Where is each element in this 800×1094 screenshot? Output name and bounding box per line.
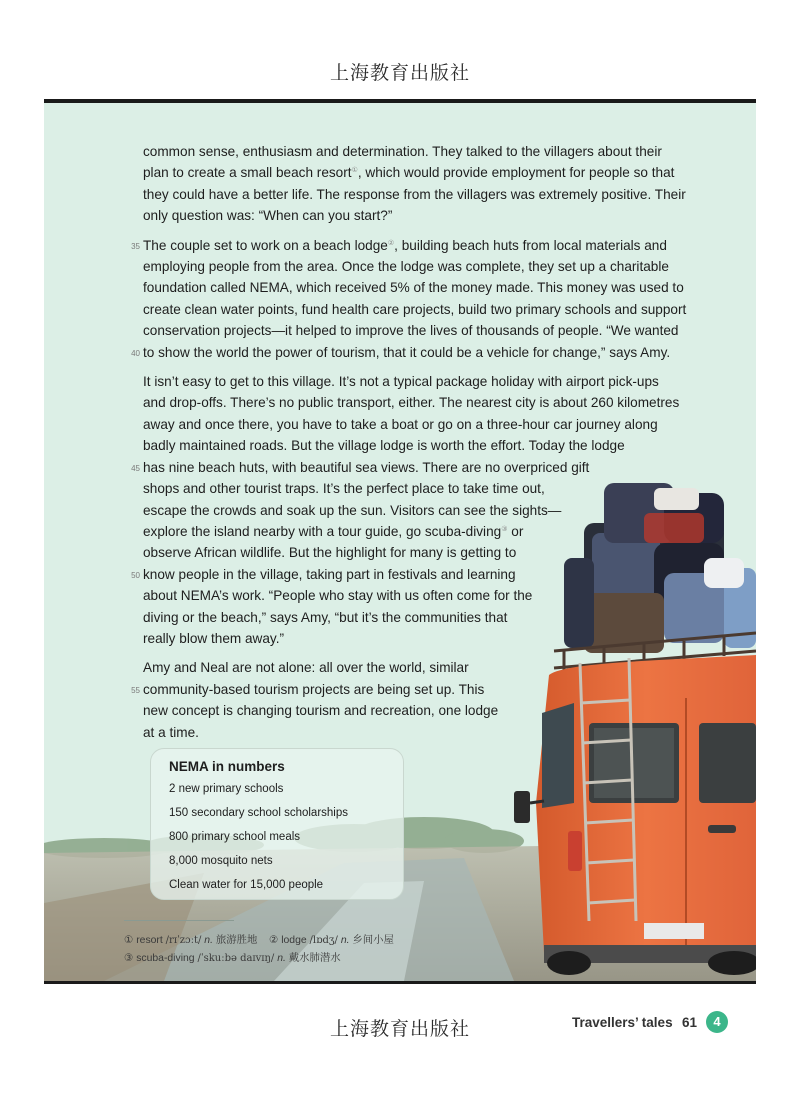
line-number: 40 bbox=[131, 348, 140, 358]
content-panel bbox=[44, 103, 756, 981]
line-text: escape the crowds and soak up the sun. Visitors can see the sights— bbox=[143, 502, 562, 518]
footnote-word: resort bbox=[136, 935, 163, 946]
nema-stat-item: 8,000 mosquito nets bbox=[169, 855, 273, 867]
text-line bbox=[143, 256, 683, 277]
text-line bbox=[143, 392, 683, 413]
article-body bbox=[131, 141, 687, 751]
article-paragraph bbox=[131, 235, 687, 363]
footnote-ipa: /ˈskuːbə daɪvɪŋ/ bbox=[197, 953, 275, 964]
line-text-continued: or bbox=[507, 523, 524, 539]
line-text: employing people from the area. Once the lodge was complete, they set up a charitable bbox=[143, 259, 669, 275]
line-text: and drop-offs. There’s no public transport, either. The nearest city is about 260 kilometres bbox=[143, 395, 680, 411]
text-line bbox=[143, 521, 683, 542]
nema-stat-item: Clean water for 15,000 people bbox=[169, 879, 324, 891]
line-text: only question was: “When can you start?” bbox=[143, 208, 393, 224]
line-text: plan to create a small beach resort bbox=[143, 165, 352, 181]
bottom-rule bbox=[44, 981, 756, 984]
line-text: diving or the beach,” says Amy, “but it’s the communities that bbox=[143, 609, 508, 625]
text-line bbox=[143, 435, 683, 456]
line-text: observe African wildlife. But the highlight for many is getting to bbox=[143, 545, 517, 561]
line-text: create clean water points, fund health care projects, build two primary schools and support bbox=[143, 301, 687, 317]
text-line bbox=[143, 162, 683, 183]
footnote-chinese: 乡间小屋 bbox=[352, 934, 394, 946]
text-line bbox=[143, 414, 683, 435]
line-text: badly maintained roads. But the village lodge is worth the effort. Today the lodge bbox=[143, 438, 625, 454]
text-line bbox=[143, 500, 683, 521]
line-text: common sense, enthusiasm and determination. They talked to the villagers about their bbox=[143, 144, 662, 159]
footnote-rule bbox=[124, 920, 234, 921]
text-line bbox=[143, 585, 683, 606]
line-text: new concept is changing tourism and recreation, one lodge bbox=[143, 703, 499, 719]
text-line bbox=[143, 299, 687, 320]
line-text: at a time. bbox=[143, 724, 199, 740]
line-text: explore the island nearby with a tour guide, go scuba-diving bbox=[143, 523, 502, 539]
nema-stat-item: 800 primary school meals bbox=[169, 831, 301, 843]
nema-stat-item: 2 new primary schools bbox=[169, 783, 284, 795]
line-text: foundation called NEMA, which received 5% of the money made. This money was used to bbox=[143, 280, 684, 296]
text-line bbox=[143, 542, 683, 563]
text-line bbox=[143, 722, 683, 743]
line-text: community-based tourism projects are being set up. This bbox=[143, 681, 485, 697]
publisher-header: 上海教育出版社 bbox=[329, 62, 470, 84]
text-line bbox=[131, 564, 683, 585]
unit-title: Travellers’ tales bbox=[572, 1015, 673, 1030]
line-text: really blow them away.” bbox=[143, 630, 285, 646]
text-line bbox=[143, 184, 686, 205]
line-text: It isn’t easy to get to this village. It’s not a typical package holiday with airport pick-ups bbox=[143, 374, 659, 390]
text-line bbox=[143, 277, 683, 298]
line-text: away and once there, you have to take a boat or go on a three-hour car journey along bbox=[143, 416, 658, 432]
footnote-pos: n. bbox=[277, 953, 286, 964]
footnote-chinese: 戴水肺潜水 bbox=[288, 952, 341, 964]
unit-badge: 4 bbox=[706, 1011, 728, 1033]
footnote-row-2 bbox=[124, 949, 341, 964]
line-text: has nine beach huts, with beautiful sea views. There are no overpriced gift bbox=[143, 459, 590, 475]
article-paragraph bbox=[131, 657, 683, 743]
text-line bbox=[143, 371, 683, 392]
footnote-pos: n. bbox=[340, 935, 350, 946]
footnote-marker: ③ bbox=[124, 953, 134, 964]
footnote-word: scuba-diving bbox=[136, 953, 195, 964]
text-line bbox=[143, 478, 683, 499]
article-paragraph bbox=[143, 141, 686, 227]
footnote-reference: ① bbox=[351, 167, 358, 175]
line-number: 55 bbox=[131, 685, 140, 695]
line-text: conservation projects—it helped to improve the lives of thousands of people. “We wanted bbox=[143, 323, 679, 339]
text-line bbox=[131, 457, 683, 478]
footnote-pos: n. bbox=[204, 935, 213, 946]
line-text: to show the world the power of tourism, that it could be a vehicle for change,” says Amy. bbox=[143, 344, 671, 360]
footnote-reference: ③ bbox=[501, 525, 508, 533]
text-line bbox=[143, 700, 683, 721]
line-text-continued: , building beach huts from local materials and bbox=[394, 237, 667, 253]
nema-box-title: NEMA in numbers bbox=[169, 759, 285, 774]
article-paragraph bbox=[131, 371, 683, 649]
text-line bbox=[143, 657, 683, 678]
footnote-ipa: /lɒdʒ/ bbox=[309, 935, 338, 946]
line-text: shops and other tourist traps. It’s the perfect place to take time out, bbox=[143, 481, 545, 497]
text-line bbox=[131, 235, 683, 256]
nema-numbers-box bbox=[150, 748, 404, 900]
line-number: 35 bbox=[131, 241, 140, 251]
text-line bbox=[143, 607, 683, 628]
text-line bbox=[143, 141, 683, 162]
page-number: 61 bbox=[682, 1015, 698, 1030]
footnote-reference: ② bbox=[387, 239, 395, 247]
publisher-footer: 上海教育出版社 bbox=[329, 1018, 470, 1040]
footnote-marker: ① bbox=[124, 935, 134, 946]
line-text-continued: , which would provide employment for people so that bbox=[357, 165, 675, 181]
line-text: The couple set to work on a beach lodge bbox=[143, 237, 388, 253]
footnote-word: lodge bbox=[281, 935, 307, 946]
text-line bbox=[143, 205, 683, 226]
footnote-chinese: 旅游胜地 bbox=[215, 934, 258, 946]
footnote-marker: ② bbox=[268, 935, 279, 946]
footnote-row-1 bbox=[124, 931, 394, 946]
line-text: Amy and Neal are not alone: all over the world, similar bbox=[143, 660, 469, 676]
text-line bbox=[143, 628, 683, 649]
nema-stat-item: 150 secondary school scholarships bbox=[169, 807, 348, 819]
footnote-ipa: /rɪˈzɔːt/ bbox=[165, 935, 202, 946]
line-number: 50 bbox=[131, 570, 140, 580]
text-line bbox=[143, 320, 683, 341]
line-text: they could have a better life. The response from the villagers was extremely positive. Their bbox=[143, 186, 686, 202]
text-line bbox=[131, 342, 683, 363]
text-line bbox=[131, 679, 683, 700]
line-text: know people in the village, taking part in festivals and learning bbox=[143, 566, 516, 582]
line-number: 45 bbox=[131, 463, 140, 473]
line-text: about NEMA’s work. “People who stay with us often come for the bbox=[143, 588, 533, 604]
